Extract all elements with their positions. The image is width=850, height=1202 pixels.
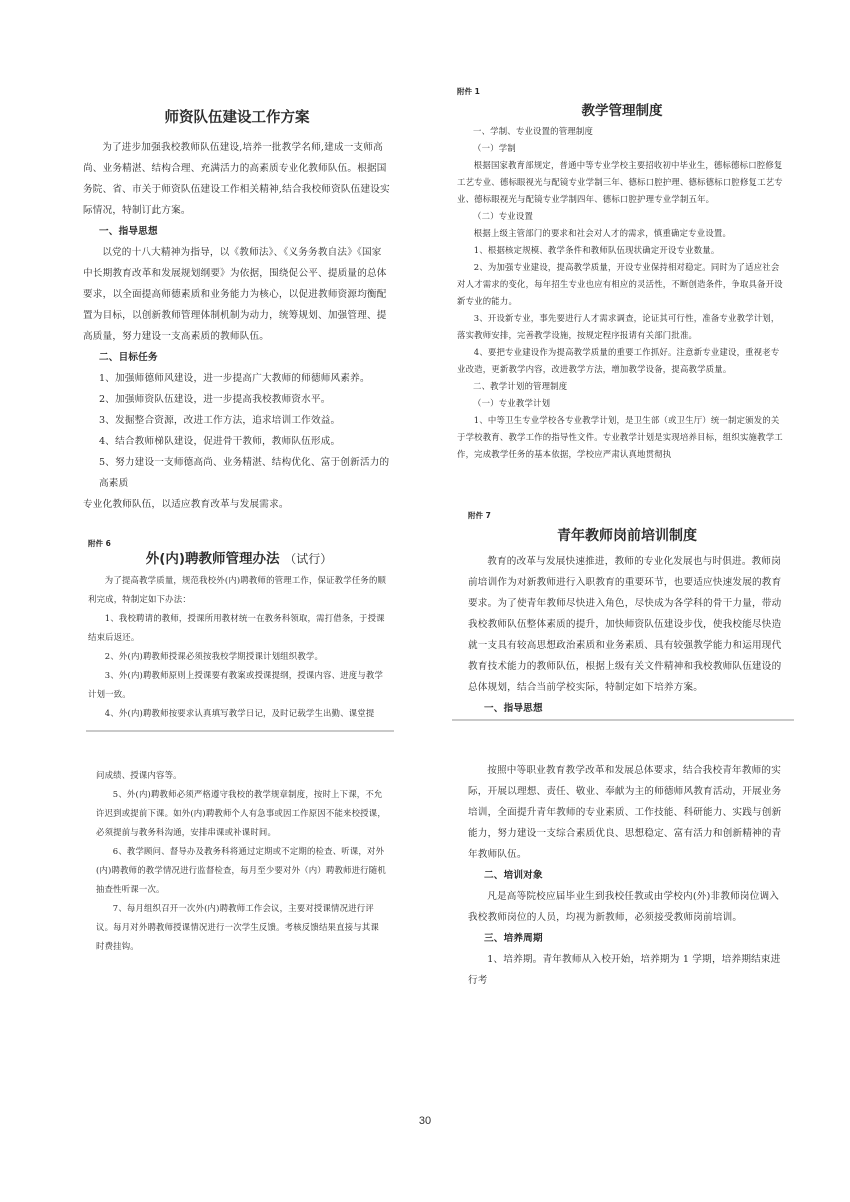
list-item: 4、结合教师梯队建设，促进骨干教师，教师队伍形成。 (99, 436, 341, 447)
panel-young-teacher-training (468, 510, 786, 714)
panel-external-teacher-rules (88, 538, 390, 728)
panel-teacher-team-plan (83, 98, 391, 510)
attachment-tag: 附件 7 (468, 511, 491, 520)
section-title: 青年教师岗前培训制度 (557, 528, 697, 544)
list-item: 5、努力建设一支师德高尚、业务精湛、结构优化、富于创新活力的高素质 (99, 457, 390, 489)
page-number: 30 (418, 1115, 432, 1127)
section-heading: 一、指导思想 (484, 703, 543, 714)
training-target-paragraph: 凡是高等院校应届毕业生到我校任教或由学校内(外)非教师岗位调入我校教师岗位的人员，均视为新教师，必须接受教师岗前培训。 (468, 891, 780, 923)
list-item: 6、教学顾问、督导办及教务科将通过定期或不定期的检查、听课，对外(内)聘教师的教学情况进行监督检查，每月至少要对外（内）聘教师进行随机抽查性听课一次。 (96, 846, 386, 894)
attachment-tag: 附件 1 (457, 87, 480, 96)
list-item: 2、加强师资队伍建设，进一步提高我校教师资水平。 (99, 394, 331, 405)
text-line: 二、教学计划的管理制度 (473, 381, 568, 391)
section-title-suffix: （试行） (284, 552, 333, 566)
text-line: 3、开设新专业，事先要进行人才需求调查，论证其可行性，准备专业教学计划，落实教师安排，完善教学设施，按规定程序报请有关部门批准。 (457, 313, 780, 340)
divider (86, 730, 394, 732)
guiding-thought-paragraph: 以党的十八大精神为指导，以《教师法》、《义务务教自法》《国家中长期教育改革和发展规划纲要》为依据，围绕促公平、提质量的总体要求，以全面提高师德素质和业务能力为核心，以促进教师资源均衡配置为目标，以创新教师管理体制机制为动力，统筹规划、加强管理、提高质量，努力建设一支高素质的教师队伍。 (83, 247, 387, 342)
section-heading: 三、培养周期 (484, 933, 543, 944)
text-line: 根据国家教育部规定，普通中等专业学校主要招收初中毕业生，德标德标口腔修复工艺专业、德标眼视光与配镜专业学制三年、德标口腔护理、德标德标口腔修复工艺专业、德标眼视光与配镜专业学制四年、德标口腔护理专业学制五年。 (457, 160, 783, 204)
list-item: 2、外(内)聘教师授课必须按我校学期授课计划组织教学。 (104, 651, 324, 661)
text-line: 1、根据核定规模、教学条件和教师队伍现状确定开设专业数量。 (473, 245, 720, 255)
page-title: 师资队伍建设工作方案 (164, 110, 310, 126)
text-line: （一）学制 (473, 143, 516, 153)
section-heading: 二、目标任务 (99, 352, 158, 363)
intro-paragraph: 教育的改革与发展快速推进，教师的专业化发展也与时俱进。教师岗前培训作为对新教师进行入职教育的重要环节，也要适应快速发展的教育要求。为了使青年教师尽快进入角色，尽快成为各学科的骨干力量，带动我校教师队伍整体素质的提升，加快师资队伍建设步伐，使我校能尽快造就一支具有较高思想政治素质和业务素质、具有较强教学能力和运用现代教育技术能力的教师队伍，根据上级有关文件精神和我校教师队伍建设的总体规划，结合当前学校实际，特制定如下培养方案。 (468, 556, 782, 693)
attachment-tag: 附件 6 (88, 539, 111, 548)
training-period-paragraph: 1、培养期。青年教师从入校开始，培养期为 1 学期，培养期结束进行考 (468, 954, 781, 986)
intro-paragraph: 为了提高教学质量，规范我校外(内)聘教师的管理工作，保证教学任务的顺利完成，特制定如下办法： (88, 575, 387, 604)
panel-teaching-management (457, 86, 787, 462)
text-line: 1、中等卫生专业学校各专业教学计划，是卫生部（或卫生厅）统一制定颁发的关于学校教育、教学工作的指导性文件。专业教学计划是实现培养目标，组织实施教学工作，完成教学任务的基本依据，学校应严肃认真地贯彻执 (457, 415, 783, 459)
text-line: 2、为加强专业建设，提高教学质量，开设专业保持相对稳定。同时为了适应社会对人才需求的变化，每年招生专业也应有相应的灵活性，不断创造条件，争取具备开设新专业的能力。 (457, 262, 783, 306)
section-heading: 二、培训对象 (484, 870, 543, 881)
divider (452, 719, 794, 721)
panel-external-teacher-rules-continued (96, 766, 386, 951)
text-line: （一）专业教学计划 (473, 398, 551, 408)
list-tail: 专业化教师队伍，以适应教育改革与发展需求。 (83, 499, 289, 510)
text-line: 根据上级主管部门的要求和社会对人才的需求，慎重确定专业设置。 (473, 228, 732, 238)
text-line: 一、学制、专业设置的管理制度 (473, 126, 594, 136)
section-heading: 一、指导思想 (99, 226, 158, 237)
text-line: 4、要把专业建设作为提高教学质量的重要工作抓好。注意新专业建设，重视老专业改造，更新教学内容，改进教学方法，增加教学设备，提高教学质量。 (457, 347, 780, 374)
text-line: （二）专业设置 (473, 211, 534, 221)
intro-paragraph: 为了进步加强我校教师队伍建设,培养一批教学名师,建成一支师高尚、业务精湛、结构合理、充满活力的高素质专业化教师队伍。根据国务院、省、市关于师资队伍建设工作相关精神,结合我校师资队伍建设实际情况，特制订此方案。 (83, 142, 390, 216)
panel-young-teacher-training-continued (468, 760, 786, 986)
section-title (88, 547, 390, 567)
guiding-thought-paragraph: 按照中等职业教育教学改革和发展总体要求，结合我校青年教师的实际，开展以理想、责任、敬业、奉献为主的师德师风教育活动，开展业务培训，全面提升青年教师的专业素质、工作技能、科研能力、实践与创新能力，努力建设一支综合素质优良、思想稳定、富有活力和创新精神的青年教师队伍。 (468, 765, 782, 860)
list-item: 4、外(内)聘教师按要求认真填写教学日记，及时记载学生出勤、课堂提 (104, 708, 375, 718)
list-item: 3、发掘整合资源，改进工作方法，追求培训工作效益。 (99, 415, 341, 426)
section-title: 教学管理制度 (581, 103, 663, 119)
list-item: 1、我校聘请的教师，授课所用教材统一在教务科领取，需打借条，于授课结束后返还。 (88, 613, 385, 642)
list-item: 7、每月组织召开一次外(内)聘教师工作会议，主要对授课情况进行评议。每月对外聘教师授课情况进行一次学生反馈。考核反馈结果直接与其课时费挂钩。 (96, 903, 379, 951)
text-line: 问成绩、授课内容等。 (96, 770, 182, 780)
list-item: 5、外(内)聘教师必须严格遵守我校的教学规章制度，按时上下课，不允许迟到或提前下课。如外(内)聘教师个人有急事或因工作原因不能来校授课，必须提前与教务科沟通，安排串课或补课时间。 (96, 789, 386, 837)
list-item: 3、外(内)聘教师原则上授课要有教案或授课提纲，授课内容、进度与教学计划一致。 (88, 670, 384, 699)
section-title-text: 外(内)聘教师管理办法 (145, 551, 280, 567)
list-item: 1、加强师德师风建设，进一步提高广大教师的师德师风素养。 (99, 373, 370, 384)
